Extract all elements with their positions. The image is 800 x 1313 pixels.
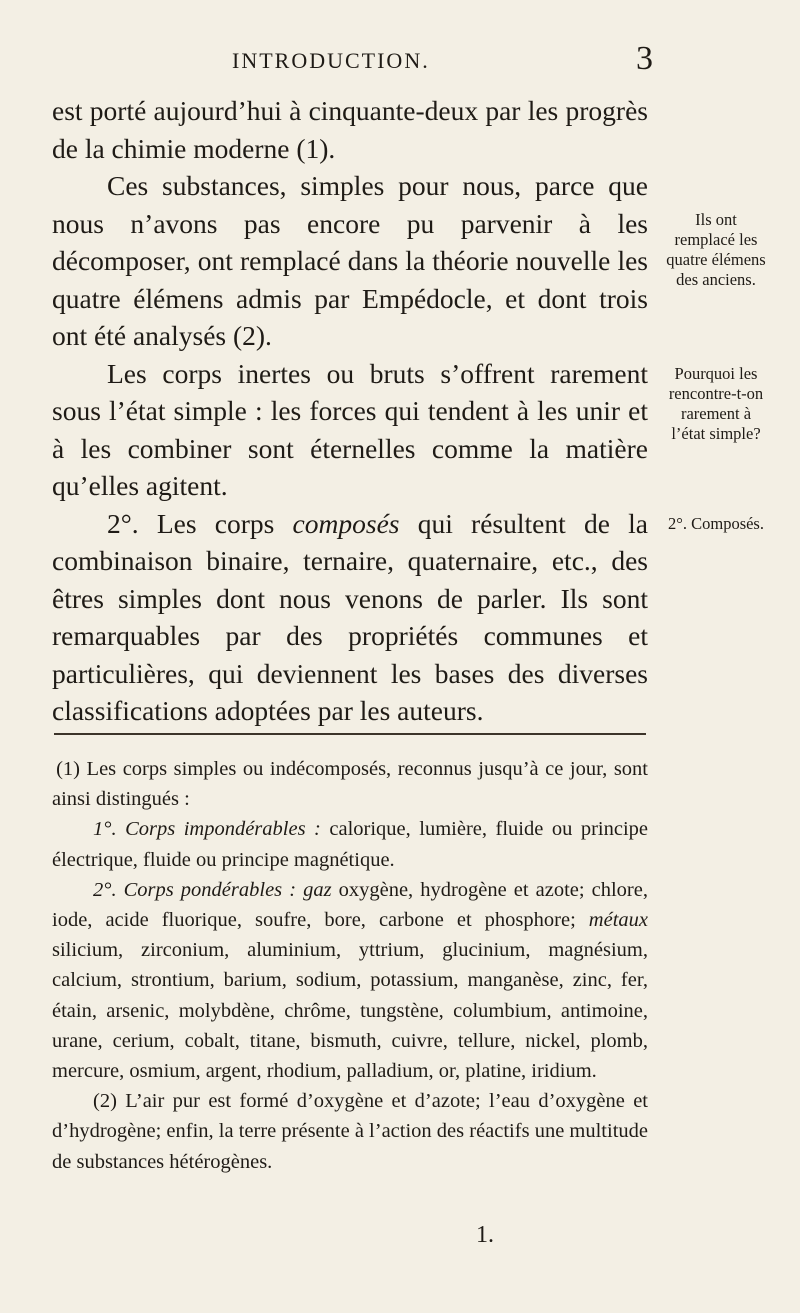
main-text (52, 92, 648, 730)
page-header (0, 42, 800, 82)
paragraph-substances: Ces substances, simples pour nous, parce que nous n’avons pas encore pu parvenir à les décomposer, ont remplacé dans la théorie nouvelle les quatre élémens admis par Empédocle, et dont trois ont été analysés (2). (52, 170, 648, 351)
compound-emphasis: composés (292, 507, 400, 539)
footnote-1: (1) Les corps simples ou indécomposés, reconnus jusqu’à ce jour, sont ainsi distingués : (52, 758, 648, 811)
margin-note-why-rare: Pourquoi les rencontre-t-on rarement à l’état simple? (668, 364, 764, 443)
compound-rest: qui résultent de la combinaison binaire, ternaire, quaternaire, etc., des êtres simples dont nous venons de parler. Ils sont remarquables par des propriétés communes et particulières, qui deviennent les bases des diverses classifications adoptées par les auteurs. (52, 507, 648, 726)
running-title: INTRODUCTION. (232, 48, 430, 73)
compound-prefix: 2°. Les corps (107, 507, 293, 539)
footnote-ponderables (52, 875, 648, 1086)
gases-list: oxygène, hydrogène et azote; chlore, iode, acide fluorique, soufre, bore, carbone et phosphore; (52, 878, 648, 932)
imponderables-label: 1°. Corps impondérables : (93, 818, 321, 841)
margin-note-replaced-elements: Ils ont remplacé les quatre élémens des anciens. (666, 210, 766, 289)
paragraph-inert-bodies: Les corps inertes ou bruts s’offrent rarement sous l’état simple : les forces qui tendent à les unir et à les combiner sont éternelles comme la matière qu’elles agitent. (52, 357, 648, 501)
footnote-2: (2) L’air pur est formé d’oxygène et d’azote; l’eau d’oxygène et d’hydrogène; enfin, la terre présente à l’action des réactifs une multitude de substances hétérogènes. (52, 1090, 648, 1173)
gaz-label: gaz (296, 878, 332, 901)
ponderables-label: 2°. Corps pondérables : (93, 878, 297, 901)
imponderables-text: calorique, lumière, fluide ou principe électrique, fluide ou principe magnétique. (52, 818, 648, 871)
footnote-divider (54, 733, 646, 735)
footnote-imponderables (52, 814, 648, 874)
paragraph-compound-bodies (52, 505, 648, 730)
metals-list: silicium, zirconium, aluminium, yttrium, glucinium, magnésium, calcium, strontium, barium, sodium, potassium, manganèse, zinc, fer, étain, arsenic, molybdène, chrôme, tungstène, columbium, antimoine, urane, cerium, cobalt, titane, bismuth, cuivre, tellure, nickel, plomb, mercure, osmium, argent, rhodium, palladium, or, platine, iridium. (52, 939, 648, 1083)
page-number: 3 (636, 40, 653, 77)
paragraph-continuation: est porté aujourd’hui à cinquante-deux par les progrès de la chimie moderne (1). (52, 95, 648, 164)
metaux-label: métaux (588, 909, 648, 932)
signature-mark: 1. (476, 1222, 494, 1248)
margin-note-compounds: 2°. Composés. (668, 514, 764, 533)
footnotes (52, 754, 648, 1177)
